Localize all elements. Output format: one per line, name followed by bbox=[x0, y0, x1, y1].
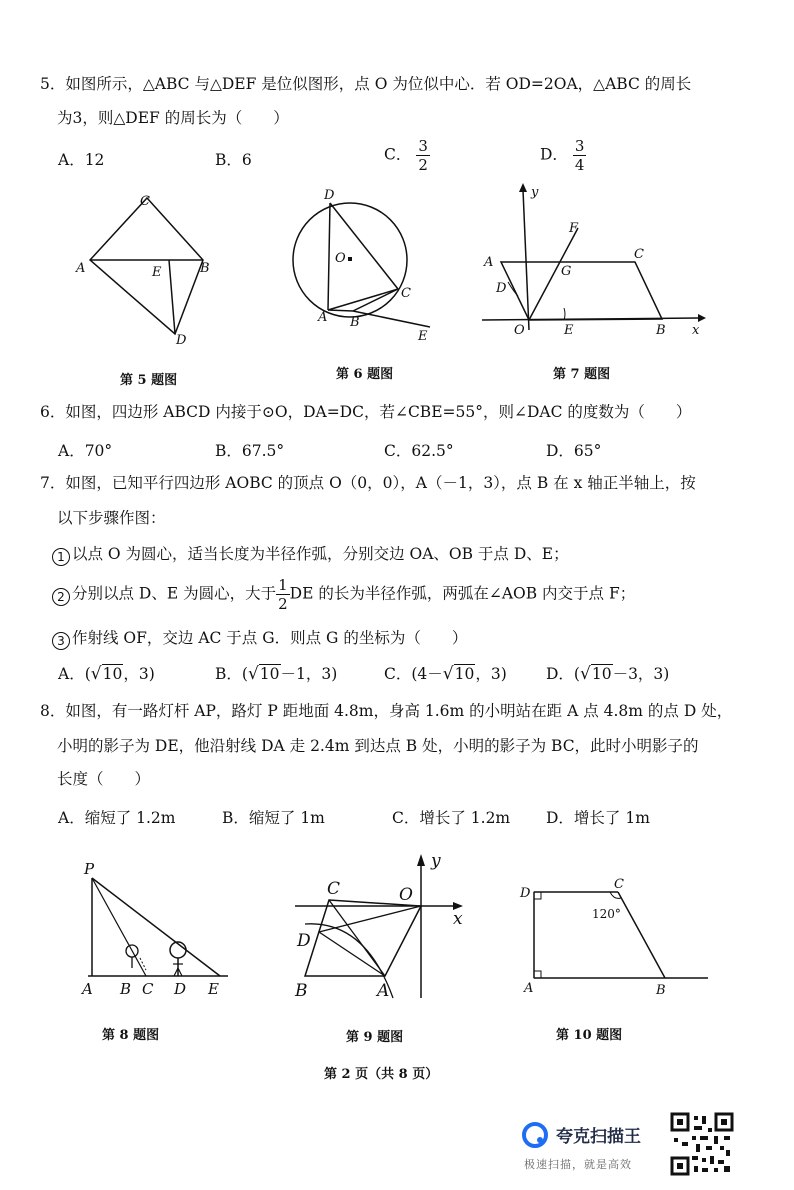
fig6-ray-be bbox=[353, 311, 430, 327]
scanner-logo-icon bbox=[522, 1122, 548, 1148]
step-number-3: 3 bbox=[52, 632, 70, 650]
q7-option-b-radicand: 10 bbox=[259, 665, 280, 683]
q7-option-d-suffix: －3，3) bbox=[612, 665, 670, 683]
step-number-1: 1 bbox=[52, 548, 70, 566]
fig5-label-d: D bbox=[176, 333, 187, 348]
q7-step2-text-b: DE 的长为半径作弧，两弧在∠AOB 内交于点 F； bbox=[289, 584, 636, 603]
fig6-label-d: D bbox=[324, 188, 335, 203]
fig7-label-f: F bbox=[569, 221, 579, 236]
q6-option-d: D．65° bbox=[546, 442, 602, 460]
q5-line1: 5．如图所示，△ABC 与△DEF 是位似图形，点 O 为位似中心．若 OD=2OA，△ABC 的周长 bbox=[40, 75, 692, 93]
q7-step1 bbox=[52, 544, 569, 566]
fig10-label-c: C bbox=[614, 877, 624, 892]
fig5-label-c: C bbox=[140, 194, 150, 209]
logo-dot bbox=[537, 1137, 543, 1143]
fig10-right-angle-d bbox=[534, 892, 541, 899]
q8-option-b: B．缩短了 1m bbox=[222, 809, 325, 827]
fig8-label-d: D bbox=[174, 980, 187, 998]
fig10-label-a: A bbox=[524, 981, 534, 996]
fig7-label-d: D bbox=[496, 281, 507, 296]
fig7-label-b: B bbox=[656, 323, 666, 338]
fig8-label-e: E bbox=[208, 980, 219, 998]
fig7-parallelogram bbox=[501, 262, 662, 320]
sqrt-icon: √ bbox=[247, 664, 259, 684]
caption-fig9: 第 9 题图 bbox=[346, 1030, 404, 1045]
fig9-segment-da bbox=[319, 932, 385, 976]
fig9-label-d: D bbox=[297, 931, 311, 951]
fig7-y-arrow bbox=[519, 183, 527, 192]
fig8-ray-pc bbox=[92, 878, 146, 976]
fig9-y-arrow bbox=[417, 854, 425, 866]
fraction-numerator: 1 bbox=[278, 576, 288, 594]
q5-option-b: B．6 bbox=[215, 151, 252, 169]
fig7-arc-d bbox=[508, 282, 518, 296]
fig6-label-o: O bbox=[335, 251, 346, 266]
fig8-ray-pe bbox=[92, 878, 220, 976]
q7-step3-text: 作射线 OF，交边 AC 于点 G．则点 G 的坐标为（ ） bbox=[72, 629, 468, 647]
q7-option-c-suffix: ，3) bbox=[475, 665, 507, 683]
q7-step2-fraction bbox=[276, 576, 290, 613]
fig6-label-c: C bbox=[401, 286, 411, 301]
fraction-numerator: 3 bbox=[574, 137, 585, 155]
fig6-label-b: B bbox=[350, 315, 360, 330]
fig7-label-o: O bbox=[514, 323, 525, 338]
q7-option-d bbox=[546, 662, 669, 684]
q8-line2: 小明的影子为 DE，他沿射线 DA 走 2.4m 到达点 B 处，小明的影子为 BC，此时小明影子的 bbox=[57, 737, 699, 755]
fig8-label-b: B bbox=[120, 980, 132, 998]
figure-10 bbox=[510, 872, 715, 1002]
fig7-label-y: y bbox=[531, 185, 539, 200]
scanner-slogan: 极速扫描，就是高效 bbox=[524, 1158, 632, 1171]
fig7-x-arrow bbox=[698, 314, 706, 322]
figure-8 bbox=[70, 858, 235, 1003]
figure-5 bbox=[70, 188, 230, 348]
q5-option-c-fraction bbox=[416, 137, 430, 174]
fraction-denominator: 2 bbox=[418, 156, 428, 174]
q5-option-c-label: C． bbox=[384, 145, 412, 164]
q7-option-b-prefix: B．( bbox=[215, 665, 248, 683]
fig5-label-e: E bbox=[152, 265, 162, 280]
q5-option-d bbox=[540, 137, 586, 174]
fraction-denominator: 2 bbox=[278, 595, 288, 613]
qr-finder-bl-core bbox=[677, 1163, 683, 1169]
figure-7 bbox=[478, 180, 708, 340]
sqrt-icon: √ bbox=[90, 664, 102, 684]
qr-code-icon[interactable] bbox=[670, 1112, 734, 1176]
q5-option-d-label: D． bbox=[540, 145, 568, 164]
q5-option-d-fraction bbox=[573, 137, 587, 174]
fig10-label-b: B bbox=[656, 983, 666, 998]
page-number: 第 2 页（共 8 页） bbox=[324, 1067, 439, 1082]
q7-step2-text-a: 分别以点 D、E 为圆心，大于 bbox=[72, 584, 277, 603]
fig7-label-g: G bbox=[561, 264, 572, 279]
fig10-angle-label: 120° bbox=[592, 907, 621, 921]
fig7-label-x: x bbox=[692, 323, 700, 338]
q5-option-a: A．12 bbox=[58, 151, 105, 169]
sqrt-icon: √ bbox=[579, 664, 591, 684]
fig6-segment-da bbox=[328, 203, 330, 310]
fig6-label-a: A bbox=[318, 310, 328, 325]
fig5-segment-ed bbox=[169, 260, 175, 334]
qr-finder-tl-core bbox=[677, 1119, 683, 1125]
caption-fig10: 第 10 题图 bbox=[556, 1028, 623, 1043]
fig9-label-o: O bbox=[399, 885, 413, 905]
fig9-parallelogram bbox=[305, 900, 421, 976]
fig9-label-x: x bbox=[453, 909, 463, 929]
fig6-segment-ab bbox=[328, 310, 353, 311]
fig6-segment-dc bbox=[330, 203, 398, 289]
q7-option-d-prefix: D．( bbox=[546, 665, 580, 683]
scanner-name: 夸克扫描王 bbox=[556, 1127, 641, 1147]
qr-finder-tr-core bbox=[721, 1119, 727, 1125]
q8-line1: 8．如图，有一路灯杆 AP，路灯 P 距地面 4.8m，身高 1.6m 的小明站在距 A 点 4.8m 的点 D 处， bbox=[40, 702, 733, 720]
q7-option-c-prefix: C．(4－ bbox=[384, 665, 443, 683]
fig9-label-c: C bbox=[327, 879, 341, 899]
fig10-right-angle-a bbox=[534, 971, 541, 978]
q7-option-a-suffix: ，3) bbox=[123, 665, 155, 683]
fig8-dash bbox=[140, 958, 146, 970]
q8-option-a: A．缩短了 1.2m bbox=[58, 809, 176, 827]
q6-line1: 6．如图，四边形 ABCD 内接于⊙O，DA=DC，若∠CBE=55°，则∠DAC 的度数为（ ） bbox=[40, 403, 692, 421]
fig7-arc-e bbox=[564, 308, 565, 320]
q7-option-a-radicand: 10 bbox=[102, 665, 123, 683]
q8-option-d: D．增长了 1m bbox=[546, 809, 650, 827]
fig7-label-c: C bbox=[634, 247, 644, 262]
caption-fig6: 第 6 题图 bbox=[336, 367, 394, 382]
fig6-center-dot bbox=[348, 257, 352, 261]
q6-option-b: B．67.5° bbox=[215, 442, 285, 460]
q5-option-c bbox=[384, 137, 430, 174]
sqrt-icon: √ bbox=[442, 664, 454, 684]
step-number-2: 2 bbox=[52, 588, 70, 606]
fig5-quad bbox=[90, 198, 203, 334]
fig5-label-a: A bbox=[76, 261, 86, 276]
q6-option-a: A．70° bbox=[58, 442, 113, 460]
caption-fig5: 第 5 题图 bbox=[120, 373, 178, 388]
fig10-segment-cb bbox=[618, 892, 665, 978]
q8-option-c: C．增长了 1.2m bbox=[392, 809, 511, 827]
q7-option-a-prefix: A．( bbox=[58, 665, 91, 683]
q8-line3: 长度（ ） bbox=[57, 770, 151, 788]
fig5-label-b: B bbox=[200, 261, 210, 276]
q5-line2: 为3，则△DEF 的周长为（ ） bbox=[57, 109, 289, 127]
logo-ring bbox=[524, 1124, 546, 1146]
fig10-label-d: D bbox=[520, 886, 531, 901]
q7-step1-text: 以点 O 为圆心，适当长度为半径作弧，分别交边 OA、OB 于点 D、E； bbox=[72, 545, 569, 563]
q6-option-c: C．62.5° bbox=[384, 442, 454, 460]
q7-line1: 7．如图，已知平行四边形 AOBC 的顶点 O（0，0），A（－1，3），点 B 在 x 轴正半轴上，按 bbox=[40, 474, 696, 492]
q7-option-b bbox=[215, 662, 337, 684]
fig8-label-c: C bbox=[142, 980, 154, 998]
fig9-label-a: A bbox=[377, 981, 390, 1001]
q7-option-a bbox=[58, 662, 155, 684]
q7-option-d-radicand: 10 bbox=[591, 665, 612, 683]
q7-step3 bbox=[52, 628, 467, 650]
fig9-label-y: y bbox=[431, 851, 441, 871]
caption-fig8: 第 8 题图 bbox=[102, 1028, 160, 1043]
fraction-denominator: 4 bbox=[574, 156, 585, 174]
fig8-label-a: A bbox=[82, 980, 93, 998]
fig9-label-b: B bbox=[295, 981, 308, 1001]
q7-option-c bbox=[384, 662, 507, 684]
q7-option-c-radicand: 10 bbox=[454, 665, 475, 683]
q7-line2: 以下步骤作图： bbox=[57, 509, 166, 527]
figure-9 bbox=[285, 848, 475, 1003]
fig7-label-a: A bbox=[484, 255, 494, 270]
fig7-label-e: E bbox=[564, 323, 574, 338]
caption-fig7: 第 7 题图 bbox=[553, 367, 611, 382]
fraction-numerator: 3 bbox=[418, 137, 428, 155]
q7-option-b-suffix: －1，3) bbox=[280, 665, 338, 683]
q7-step2 bbox=[52, 576, 635, 613]
fig6-label-e: E bbox=[418, 329, 428, 344]
fig8-label-p: P bbox=[84, 860, 95, 878]
figure-6 bbox=[280, 185, 445, 345]
